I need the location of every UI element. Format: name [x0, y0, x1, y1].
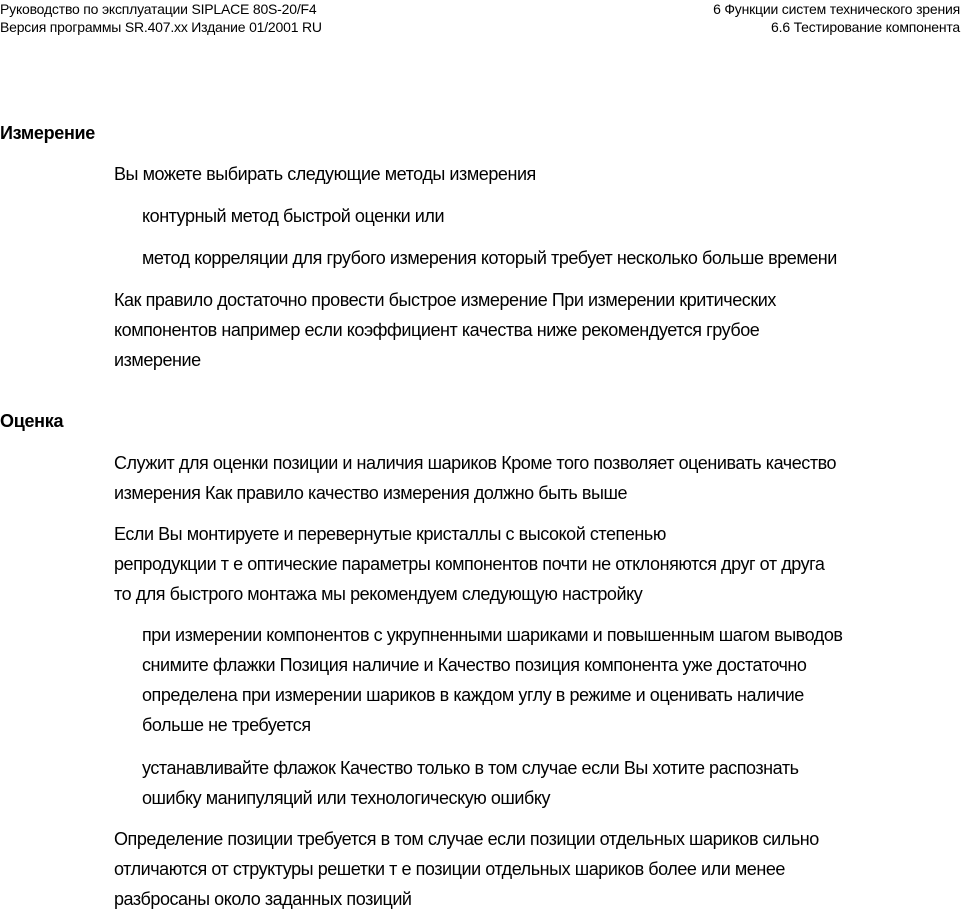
text-line: Как правило достаточно провести быстрое измерение При измерении критических — [114, 290, 776, 310]
manual-title: Руководство по эксплуатации SIPLACE 80S-20/F4 — [0, 1, 317, 17]
text-line: разбросаны около заданных позиций — [114, 889, 412, 909]
measurement-intro — [114, 159, 962, 189]
text-line: измерение — [114, 350, 201, 370]
text-line: Служит для оценки позиции и наличия шариков Кроме того позволяет оценивать качество — [114, 453, 837, 473]
measurement-heading: Измерение — [0, 123, 96, 143]
evaluation-bullet-2 — [142, 753, 963, 813]
text-line: больше не требуется — [142, 715, 311, 735]
text-line: Вы можете выбирать следующие методы измерения — [114, 164, 536, 184]
header-left — [0, 0, 322, 36]
version-edition: Версия программы SR.407.xx Издание 01/2001 RU — [0, 19, 322, 35]
header-right — [713, 0, 960, 36]
measurement-option-correlation — [142, 243, 963, 273]
text-line: определена при измерении шариков в каждом углу в режиме и оценивать наличие — [142, 685, 804, 705]
section-title: 6.6 Тестирование компонента — [771, 19, 960, 35]
measurement-option-contour — [142, 201, 963, 231]
text-line: репродукции т е оптические параметры компонентов почти не отклоняются друг от друга — [114, 554, 825, 574]
text-line: метод корреляции для грубого измерения который требует несколько больше времени — [142, 248, 837, 268]
evaluation-paragraph-2 — [114, 519, 962, 609]
text-line: отличаются от структуры решетки т е позиции отдельных шариков более или менее — [114, 859, 785, 879]
text-line: Если Вы монтируете и перевернутые кристаллы с высокой степенью — [114, 524, 666, 544]
evaluation-heading: Оценка — [0, 411, 64, 431]
text-line: измерения Как правило качество измерения должно быть выше — [114, 483, 628, 503]
measurement-paragraph — [114, 285, 962, 375]
text-line: компонентов например если коэффициент качества ниже рекомендуется грубое — [114, 320, 760, 340]
text-line: то для быстрого монтажа мы рекомендуем следующую настройку — [114, 584, 643, 604]
text-line: ошибку манипуляций или технологическую ошибку — [142, 788, 551, 808]
text-line: контурный метод быстрой оценки или — [142, 206, 445, 226]
evaluation-paragraph-3 — [114, 824, 962, 914]
text-line: устанавливайте флажок Качество только в том случае если Вы хотите распознать — [142, 758, 799, 778]
text-line: снимите флажки Позиция наличие и Качество позиция компонента уже достаточно — [142, 655, 807, 675]
text-line: Определение позиции требуется в том случае если позиции отдельных шариков сильно — [114, 829, 819, 849]
chapter-title: 6 Функции систем технического зрения — [713, 1, 960, 17]
evaluation-paragraph-1 — [114, 448, 962, 508]
evaluation-bullet-1 — [142, 620, 963, 740]
text-line: при измерении компонентов с укрупненными шариками и повышенным шагом выводов — [142, 625, 843, 645]
